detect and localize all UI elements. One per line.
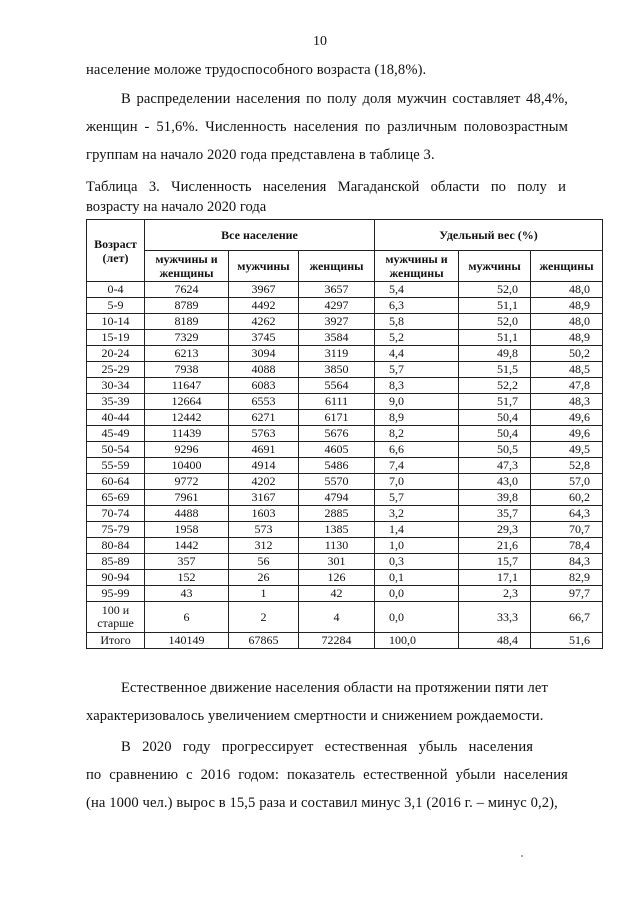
table-cell-s-both: 8,9 [375,410,459,426]
table-cell-both: 8789 [145,298,229,314]
table-cell-age: 80-84 [87,538,145,554]
table-cell-men: 5763 [229,426,299,442]
table-row [87,410,603,426]
group-all-header: Все население [145,220,375,251]
table-cell-women: 4297 [299,298,375,314]
table-cell-s-men: 29,3 [459,522,531,538]
table-cell-s-both: 7,0 [375,474,459,490]
table-cell-s-both: 1,0 [375,538,459,554]
table-cell-s-women: 78,4 [531,538,603,554]
table-row [87,282,603,298]
table-cell-both: 357 [145,554,229,570]
table-cell-both: 7938 [145,362,229,378]
table-body [87,282,603,649]
page-number: 10 [313,34,327,49]
table-cell-s-both: 7,4 [375,458,459,474]
table-cell-men: 2 [229,602,299,633]
table-cell-s-both: 0,0 [375,586,459,602]
table-cell-s-women: 47,8 [531,378,603,394]
table-cell-women: 1385 [299,522,375,538]
table-cell-both: 11647 [145,378,229,394]
table-row [87,474,603,490]
table-caption [86,177,566,217]
table-cell-both: 7329 [145,330,229,346]
table-row [87,298,603,314]
table-cell-age: 75-79 [87,522,145,538]
table-row [87,633,603,649]
table-cell-s-both: 100,0 [375,633,459,649]
table-row [87,586,603,602]
col-both-header: мужчины и женщины [145,251,229,282]
table-cell-s-women: 97,7 [531,586,603,602]
table-cell-women: 3584 [299,330,375,346]
table-cell-s-men: 51,7 [459,394,531,410]
table-cell-both: 7961 [145,490,229,506]
table-cell-women: 3850 [299,362,375,378]
table-cell-men: 4492 [229,298,299,314]
table-cell-s-men: 51,5 [459,362,531,378]
table-cell-both: 43 [145,586,229,602]
table-cell-men: 3967 [229,282,299,298]
table-row [87,538,603,554]
table-row [87,554,603,570]
table-cell-s-men: 50,5 [459,442,531,458]
table-cell-s-women: 64,3 [531,506,603,522]
table-cell-men: 4088 [229,362,299,378]
table-cell-men: 1 [229,586,299,602]
table-cell-s-men: 35,7 [459,506,531,522]
table-cell-both: 7624 [145,282,229,298]
table-cell-s-men: 39,8 [459,490,531,506]
table-cell-s-men: 52,0 [459,314,531,330]
table-cell-s-women: 48,5 [531,362,603,378]
table-cell-women: 3927 [299,314,375,330]
table-cell-s-both: 8,2 [375,426,459,442]
table-cell-s-women: 49,6 [531,426,603,442]
table-cell-women: 4 [299,602,375,633]
table-cell-age: 70-74 [87,506,145,522]
table-cell-s-men: 33,3 [459,602,531,633]
paragraph-line: население моложе трудоспособного возраста (18,8%). [86,62,427,78]
table-cell-s-men: 52,0 [459,282,531,298]
table-cell-s-both: 3,2 [375,506,459,522]
table-cell-both: 10400 [145,458,229,474]
table-cell-both: 6213 [145,346,229,362]
paragraph-line: В распределении населения по полу доля мужчин составляет 48,4%, [121,91,568,107]
table-cell-s-both: 6,6 [375,442,459,458]
table-cell-both: 12664 [145,394,229,410]
table-cell-s-both: 1,4 [375,522,459,538]
paragraph-line: женщин - 51,6%. Численность населения по различным половозрастным [86,119,568,135]
table-cell-men: 573 [229,522,299,538]
table-cell-s-women: 48,3 [531,394,603,410]
group-share-header: Удельный вес (%) [375,220,603,251]
table-cell-women: 3657 [299,282,375,298]
table-cell-age: 15-19 [87,330,145,346]
table-cell-age: 35-39 [87,394,145,410]
table-cell-age: 30-34 [87,378,145,394]
table-cell-men: 4691 [229,442,299,458]
table-cell-men: 4262 [229,314,299,330]
paragraph-line: (на 1000 чел.) вырос в 15,5 раза и составил минус 3,1 (2016 г. – минус 0,2), [86,795,558,811]
table-cell-men: 3167 [229,490,299,506]
table-cell-both: 140149 [145,633,229,649]
table-cell-s-women: 51,6 [531,633,603,649]
table-cell-s-men: 50,4 [459,410,531,426]
paragraph-line: В 2020 году прогрессирует естественная убыль населения [121,739,534,755]
table-cell-both: 11439 [145,426,229,442]
table-cell-age: 65-69 [87,490,145,506]
table-cell-s-both: 5,2 [375,330,459,346]
table-cell-women: 4605 [299,442,375,458]
table-cell-s-both: 4,4 [375,346,459,362]
paragraph-line: Естественное движение населения области на протяжении пяти лет [121,680,548,696]
table-row [87,394,603,410]
table-cell-s-women: 50,2 [531,346,603,362]
table-cell-both: 8189 [145,314,229,330]
table-cell-s-men: 51,1 [459,330,531,346]
table-cell-age: 5-9 [87,298,145,314]
table-cell-s-women: 48,0 [531,282,603,298]
table-cell-age: 0-4 [87,282,145,298]
caption-line: возрасту на начало 2020 года [86,199,267,215]
table-row [87,442,603,458]
table-cell-s-both: 9,0 [375,394,459,410]
table-row [87,458,603,474]
table-cell-s-women: 57,0 [531,474,603,490]
table-row [87,346,603,362]
table-cell-s-women: 48,0 [531,314,603,330]
table-cell-women: 126 [299,570,375,586]
table-cell-men: 4914 [229,458,299,474]
table-cell-s-both: 8,3 [375,378,459,394]
table-cell-s-women: 84,3 [531,554,603,570]
table-cell-men: 6083 [229,378,299,394]
table-cell-women: 5570 [299,474,375,490]
table-row [87,362,603,378]
population-table [86,219,603,649]
table-cell-s-both: 0,0 [375,602,459,633]
table-cell-s-women: 49,5 [531,442,603,458]
table-row [87,602,603,633]
table-cell-age: 45-49 [87,426,145,442]
table-cell-women: 42 [299,586,375,602]
caption-line: Таблица 3. Численность населения Магаданской области по полу и [86,179,566,195]
table-cell-s-women: 48,9 [531,330,603,346]
table-cell-both: 9772 [145,474,229,490]
table-cell-men: 56 [229,554,299,570]
table-row [87,426,603,442]
table-cell-women: 6111 [299,394,375,410]
table-cell-s-men: 50,4 [459,426,531,442]
table-cell-men: 312 [229,538,299,554]
table-cell-s-men: 21,6 [459,538,531,554]
table-cell-men: 1603 [229,506,299,522]
table-cell-s-both: 6,3 [375,298,459,314]
table-cell-age: 40-44 [87,410,145,426]
table-row [87,506,603,522]
table-cell-men: 3094 [229,346,299,362]
col-women-header: женщины [299,251,375,282]
scan-speck [521,855,523,857]
table-cell-men: 4202 [229,474,299,490]
table-cell-men: 6553 [229,394,299,410]
table-row [87,330,603,346]
table-cell-s-both: 0,3 [375,554,459,570]
table-cell-women: 1130 [299,538,375,554]
table-cell-s-men: 15,7 [459,554,531,570]
table-cell-age: 20-24 [87,346,145,362]
table-cell-women: 5486 [299,458,375,474]
paragraph-line: группам на начало 2020 года представлена в таблице 3. [86,147,435,163]
table-cell-women: 5564 [299,378,375,394]
col-share-both-header: мужчины и женщины [375,251,459,282]
table-row [87,378,603,394]
table-cell-s-men: 51,1 [459,298,531,314]
table-cell-s-men: 52,2 [459,378,531,394]
table-cell-s-both: 5,7 [375,490,459,506]
table-cell-men: 67865 [229,633,299,649]
table-cell-s-both: 5,7 [375,362,459,378]
paragraph-line: характеризовалось увеличением смертности и снижением рождаемости. [86,708,544,724]
table-cell-both: 1442 [145,538,229,554]
paragraph-line: по сравнению с 2016 годом: показатель естественной убыли населения [86,767,568,783]
table-cell-age: 25-29 [87,362,145,378]
table-cell-s-men: 47,3 [459,458,531,474]
table-cell-age: 85-89 [87,554,145,570]
table-cell-women: 72284 [299,633,375,649]
table-cell-women: 4794 [299,490,375,506]
table-row [87,314,603,330]
table-row [87,490,603,506]
table-cell-women: 301 [299,554,375,570]
table-cell-s-men: 2,3 [459,586,531,602]
col-share-men-header: мужчины [459,251,531,282]
col-share-women-header: женщины [531,251,603,282]
table-cell-s-women: 66,7 [531,602,603,633]
table-cell-s-women: 52,8 [531,458,603,474]
table-cell-age: 50-54 [87,442,145,458]
table-cell-both: 9296 [145,442,229,458]
table-cell-women: 5676 [299,426,375,442]
table-cell-s-men: 49,8 [459,346,531,362]
table-cell-s-women: 82,9 [531,570,603,586]
table-cell-age: 10-14 [87,314,145,330]
table-cell-age: 95-99 [87,586,145,602]
table-cell-age: 55-59 [87,458,145,474]
table-cell-age: 90-94 [87,570,145,586]
col-men-header: мужчины [229,251,299,282]
table-cell-s-women: 60,2 [531,490,603,506]
table-cell-men: 26 [229,570,299,586]
table-cell-s-both: 5,8 [375,314,459,330]
table-cell-s-men: 43,0 [459,474,531,490]
table-cell-women: 2885 [299,506,375,522]
table-cell-both: 6 [145,602,229,633]
table-row [87,570,603,586]
table-cell-women: 6171 [299,410,375,426]
table-cell-s-men: 48,4 [459,633,531,649]
table-cell-age: 60-64 [87,474,145,490]
table-cell-both: 4488 [145,506,229,522]
table-cell-both: 152 [145,570,229,586]
table-cell-s-women: 49,6 [531,410,603,426]
table-cell-both: 12442 [145,410,229,426]
age-header: Возраст (лет) [87,220,145,282]
table-row [87,522,603,538]
table-cell-s-women: 48,9 [531,298,603,314]
table-cell-age: Итого [87,633,145,649]
table-cell-both: 1958 [145,522,229,538]
table-cell-men: 6271 [229,410,299,426]
table-cell-men: 3745 [229,330,299,346]
table-cell-age: 100 и старше [87,602,145,633]
table-cell-women: 3119 [299,346,375,362]
table-cell-s-both: 5,4 [375,282,459,298]
table-cell-s-men: 17,1 [459,570,531,586]
table-cell-s-both: 0,1 [375,570,459,586]
table-cell-s-women: 70,7 [531,522,603,538]
